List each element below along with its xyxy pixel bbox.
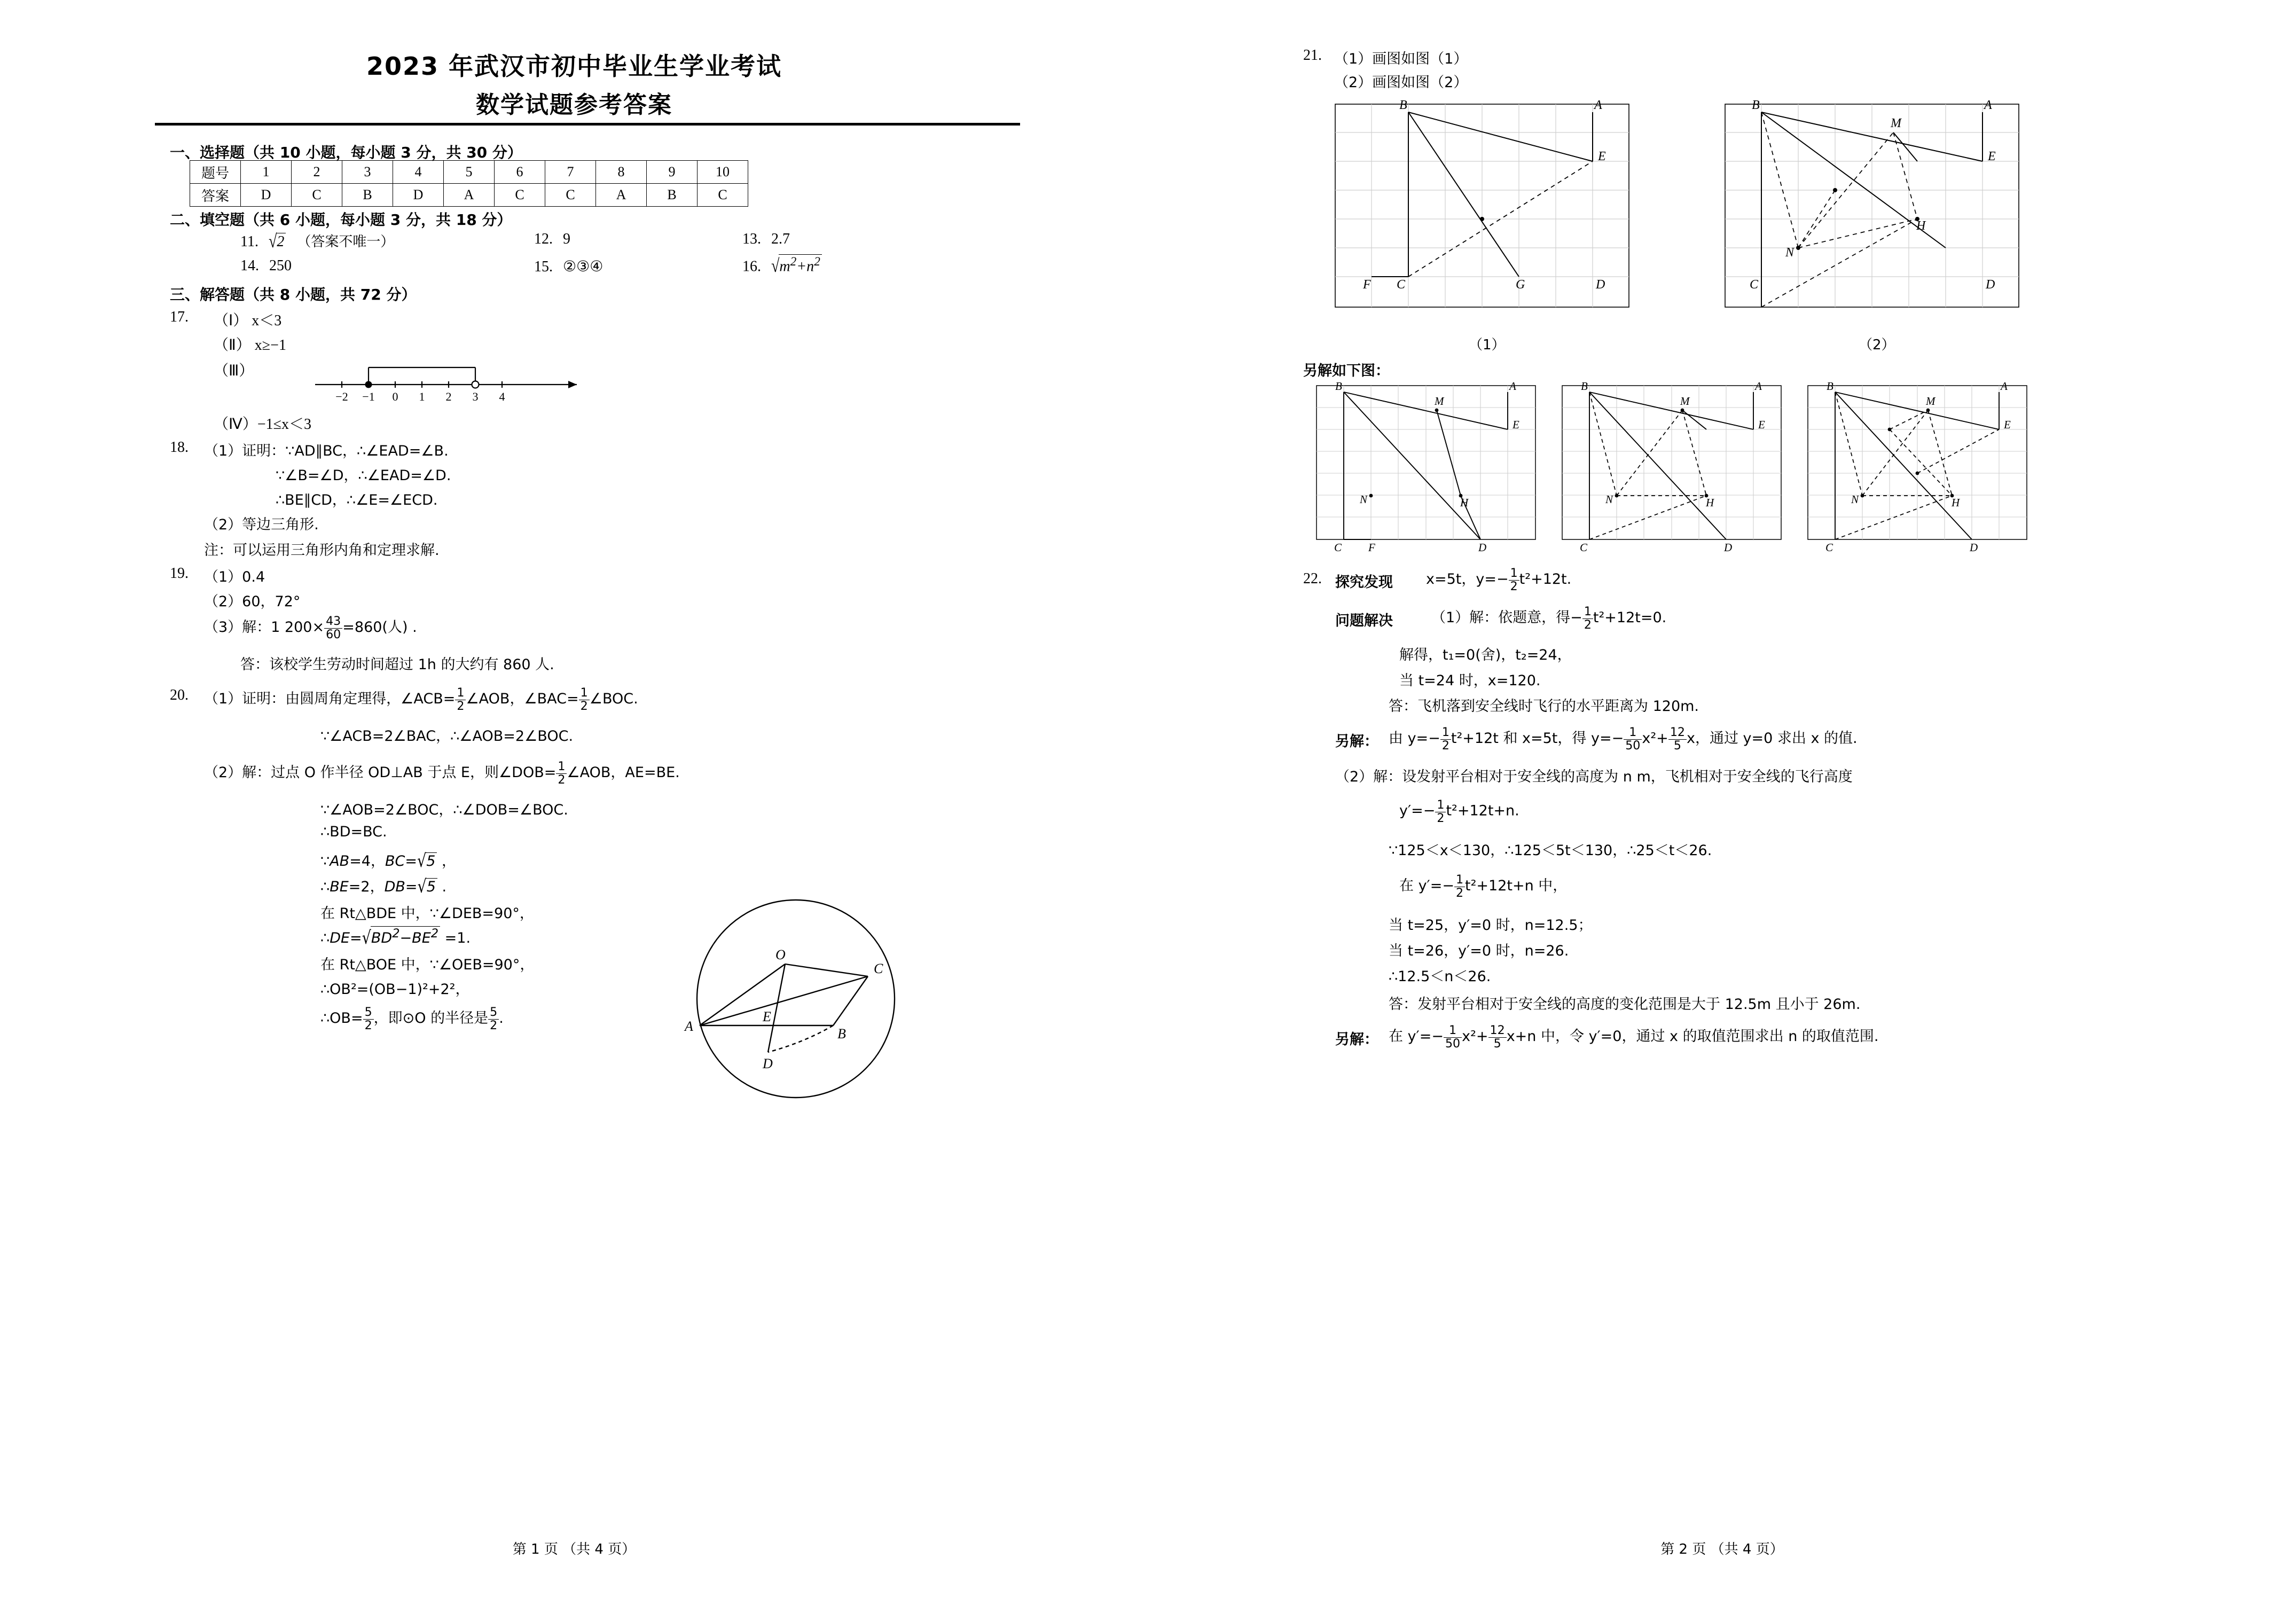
left-page-footer: 第 1 页 （共 4 页） [512, 1541, 636, 1557]
svg-text:C: C [1825, 541, 1833, 554]
q20-l3a: （2）解：过点 O 作半径 OD⊥AB 于点 E，则∠DOB= [204, 764, 557, 781]
q19-line-4: 答：该校学生劳动时间超过 1h 的大约有 860 人. [240, 656, 554, 673]
svg-text:A: A [1509, 380, 1516, 393]
q22-alt1b: t²+12t 和 x=5t，得 y=− [1451, 730, 1624, 747]
q19-line3-pre: （3）解：1 200× [204, 619, 325, 636]
q19-line-2: （2）60，72° [204, 593, 301, 610]
q22-line-4: 答：飞机落到安全线时飞行的水平距离为 120m. [1389, 698, 1699, 715]
section-choice-heading: 一、选择题（共 10 小题，每小题 3 分，共 30 分） [170, 144, 522, 161]
fill-11-value: √2 [269, 233, 286, 250]
q22-part2-line-7: ∴12.5＜n＜26. [1389, 968, 1491, 985]
row-label-answer: 答案 [190, 184, 241, 207]
q20-line-2: ∵∠ACB=2∠BAC，∴∠AOB=2∠BOC. [320, 728, 574, 745]
svg-text:0: 0 [392, 390, 398, 403]
section-solve-heading: 三、解答题（共 8 小题，共 72 分） [170, 286, 417, 303]
page-subtitle: 数学试题参考答案 [476, 91, 672, 119]
q17-part-ii: （Ⅱ） x≥−1 [214, 337, 286, 354]
q20-line-12: ∴OB= $\frac{5}{2}$ ，即⊙O 的半径是 $\frac{5}{2}$ . [320, 1005, 504, 1033]
q22-part2-line-6: 当 t=26，y′=0 时，n=26. [1389, 943, 1569, 959]
q22-line-3: 当 t=24 时，x=120. [1399, 672, 1541, 689]
table-row [190, 184, 748, 207]
q22-alt2c: x+n 中，令 y′=0，通过 x 的取值范围求出 n 的取值范围. [1506, 1028, 1879, 1045]
q22-l1a: （1）解：依题意，得− [1431, 609, 1582, 626]
q20-line-9: $\therefore DE=√BD^2-BE^2 =1$. [320, 927, 471, 949]
q21-figure-1 [1325, 96, 1640, 326]
svg-text:−2: −2 [335, 390, 348, 403]
svg-text:A: A [685, 1019, 693, 1034]
svg-text:C: C [1580, 541, 1588, 554]
svg-text:E: E [1988, 150, 1996, 163]
fill-14-value: 250 [269, 257, 292, 274]
cell-q9: 9 [647, 161, 698, 184]
fill-12-value: 9 [563, 231, 570, 247]
cell-q4: 4 [393, 161, 444, 184]
cell-a8: A [596, 184, 647, 207]
cell-q10: 10 [698, 161, 748, 184]
svg-text:F: F [1368, 541, 1375, 554]
q18-note: 注：可以运用三角形内角和定理求解. [204, 542, 440, 559]
q22-heading-expr: x=5t，y=− $\frac{1}{2}$ t²+12t. [1426, 566, 1572, 594]
svg-text:D: D [763, 1056, 773, 1071]
svg-text:4: 4 [499, 390, 505, 403]
cell-a1: D [241, 184, 292, 207]
fill-13-no: 13. [742, 231, 761, 247]
q18-line-2: ∵∠B=∠D，∴∠EAD=∠D. [276, 467, 451, 484]
q22-alt2-label: 另解： [1335, 1031, 1378, 1048]
svg-text:H: H [1460, 496, 1469, 509]
svg-text:C: C [1397, 278, 1406, 292]
q20-l12c: . [499, 1010, 504, 1027]
q19-line-1: （1）0.4 [204, 569, 265, 585]
q20-line-1: （1）证明：由圆周角定理得，∠ACB= $\frac{1}{2}$ ∠AOB，∠BAC= $\frac{1}{2}$ ∠BOC. [204, 686, 638, 714]
svg-text:B: B [1827, 380, 1833, 393]
fill-11-no: 11. [240, 233, 258, 250]
q21-alt-figure-1 [1308, 379, 1543, 555]
fill-16-no: 16. [742, 258, 761, 275]
cell-q8: 8 [596, 161, 647, 184]
q18-line-1: （1）证明：∵AD∥BC，∴∠EAD=∠B. [204, 443, 449, 459]
q17-part-iii: （Ⅲ） [214, 363, 254, 379]
svg-text:M: M [1435, 395, 1444, 408]
cell-a6: C [495, 184, 545, 207]
table-row [190, 161, 748, 184]
q20-l12a: ∴OB= [320, 1010, 363, 1027]
q17-part-iv: （Ⅳ）−1≤x＜3 [214, 416, 311, 433]
svg-text:B: B [837, 1026, 846, 1041]
cell-a2: C [292, 184, 342, 207]
q22-part2-line-5: 当 t=25，y′=0 时，n=12.5； [1389, 917, 1593, 934]
q22-p2d2: t²+12t+n 中， [1465, 878, 1568, 894]
svg-text:M: M [1891, 116, 1901, 130]
fill-13 [742, 231, 790, 248]
svg-text:E: E [2004, 418, 2011, 431]
fill-14-no: 14. [240, 257, 259, 274]
fill-12 [534, 231, 570, 248]
fill-11 [240, 231, 394, 250]
svg-text:C: C [1334, 541, 1342, 554]
row-label-number: 题号 [190, 161, 241, 184]
fill-16-value: $√m^2+n^2$ [771, 258, 822, 275]
q18-number: 18. [170, 439, 189, 456]
q21-alt-figure-3 [1800, 379, 2035, 555]
svg-text:B: B [1399, 98, 1407, 112]
svg-text:A: A [1755, 380, 1762, 393]
q21-fig1-caption: （1） [1469, 337, 1506, 353]
q17-number: 17. [170, 309, 189, 325]
q19-line3-post: =860(人) . [342, 619, 417, 636]
q22-expr-a: x=5t，y=− [1426, 571, 1509, 588]
svg-text:E: E [763, 1009, 771, 1024]
q19-frac-num: 43 [326, 614, 341, 629]
q20-line-4: ∵∠AOB=2∠BOC，∴∠DOB=∠BOC. [320, 802, 568, 818]
svg-text:H: H [1706, 496, 1714, 509]
q20-line-3: （2）解：过点 O 作半径 OD⊥AB 于点 E，则∠DOB= $\frac{1}{2}$ ∠AOB，AE=BE. [204, 759, 680, 787]
q20-circle-figure [625, 855, 967, 1154]
q22-heading: 探究发现 [1335, 574, 1393, 591]
right-page-column [1148, 0, 2296, 1621]
svg-text:B: B [1752, 98, 1760, 112]
section-fill-heading: 二、填空题（共 6 小题，每小题 3 分，共 18 分） [170, 211, 512, 229]
svg-text:N: N [1851, 493, 1859, 506]
svg-text:N: N [1785, 246, 1795, 260]
svg-text:M: M [1680, 395, 1690, 408]
q22-line-2: 解得，t₁=0(舍)，t₂=24， [1399, 647, 1572, 663]
right-page-footer: 第 2 页 （共 4 页） [1660, 1541, 1784, 1557]
svg-text:D: D [1970, 541, 1978, 554]
svg-text:N: N [1360, 493, 1368, 506]
svg-text:H: H [1952, 496, 1960, 509]
q20-line-5: ∴BD=BC. [320, 824, 387, 840]
q22-part2-line-2: y′=− $\frac{1}{2}$ t²+12t+n. [1399, 798, 1519, 825]
q22-part2-line-1: （2）解：设发射平台相对于安全线的高度为 n m，飞机相对于安全线的飞行高度 [1335, 769, 1853, 785]
page-title: 2023 年武汉市初中毕业生学业考试 [366, 52, 782, 81]
cell-q5: 5 [444, 161, 495, 184]
q21-fig2-caption: （2） [1859, 337, 1895, 353]
q18-line-4: （2）等边三角形. [204, 516, 319, 533]
q20-number: 20. [170, 687, 189, 703]
cell-q2: 2 [292, 161, 342, 184]
cell-a3: B [342, 184, 393, 207]
svg-text:N: N [1605, 493, 1613, 506]
q22-part2-line-3: ∵125＜x＜130，∴125＜5t＜130，∴25＜t＜26. [1389, 842, 1712, 859]
svg-text:O: O [775, 947, 786, 962]
number-line-figure [310, 347, 587, 411]
svg-text:D: D [1596, 278, 1605, 292]
q20-line-10: 在 Rt△BOE 中，∵∠OEB=90°， [320, 957, 535, 973]
q20-line-6: ∵AB=4，BC=√5 ， [320, 851, 457, 872]
q21-alt-figure-2 [1554, 379, 1789, 555]
fill-13-value: 2.7 [771, 231, 790, 247]
q22-p2b1: y′=− [1399, 802, 1436, 819]
q19-line-3 [204, 615, 417, 641]
cell-q6: 6 [495, 161, 545, 184]
svg-text:D: D [1724, 541, 1733, 554]
svg-text:1: 1 [419, 390, 425, 403]
q22-part2-line-8: 答：发射平台相对于安全线的高度的变化范围是大于 12.5m 且小于 26m. [1389, 996, 1861, 1013]
svg-text:D: D [1986, 278, 1995, 292]
q22-solve-heading: 问题解决 [1335, 613, 1393, 629]
q21-line-1: （1）画图如图（1） [1334, 51, 1468, 67]
q22-alt2b: x²+ [1462, 1028, 1488, 1045]
svg-text:B: B [1581, 380, 1588, 393]
cell-q7: 7 [545, 161, 596, 184]
fill-16 [742, 254, 822, 275]
svg-text:E: E [1513, 418, 1519, 431]
svg-text:−1: −1 [362, 390, 375, 403]
answer-table [190, 160, 748, 207]
svg-text:B: B [1335, 380, 1342, 393]
svg-text:A: A [2001, 380, 2008, 393]
svg-text:M: M [1926, 395, 1935, 408]
q22-alt1-line: 由 y=− $\frac{1}{2}$ t²+12t 和 x=5t，得 y=− $\frac{1}{50}$ x²+ $\frac{12}{5}$ x，通过 y=0 求出 x 的值. [1389, 725, 1858, 753]
q22-alt2a: 在 y′=− [1389, 1028, 1444, 1045]
q20-line-11: ∴OB²=(OB−1)²+2²， [320, 981, 470, 998]
fill-15-value: ②③④ [563, 257, 604, 275]
fill-15-no: 15. [534, 259, 553, 275]
q22-alt1a: 由 y=− [1389, 730, 1440, 747]
q21-number: 21. [1303, 47, 1322, 64]
fill-14 [240, 257, 292, 275]
svg-text:A: A [1984, 98, 1992, 112]
q20-l1b: ∠AOB，∠BAC= [466, 691, 579, 707]
svg-text:C: C [874, 961, 883, 976]
q22-expr-b: t²+12t. [1519, 571, 1572, 588]
q20-l12b: ，即⊙O 的半径是 [373, 1010, 489, 1027]
q22-number: 22. [1303, 570, 1322, 587]
q20-line-8: 在 Rt△BDE 中，∵∠DEB=90°， [320, 905, 534, 922]
svg-text:H: H [1916, 219, 1926, 233]
cell-a4: D [393, 184, 444, 207]
q21-alt-label: 另解如下图： [1303, 363, 1390, 379]
q20-l1a: （1）证明：由圆周角定理得，∠ACB= [204, 691, 456, 707]
q20-line-7: ∴BE=2，DB=√5 . [320, 876, 447, 897]
cell-a9: B [647, 184, 698, 207]
cell-q3: 3 [342, 161, 393, 184]
q20-l1c: ∠BOC. [589, 691, 638, 707]
svg-text:F: F [1363, 278, 1371, 292]
q19-frac-den: 60 [324, 628, 342, 641]
svg-text:G: G [1516, 278, 1525, 292]
cell-q1: 1 [241, 161, 292, 184]
q22-alt1-label: 另解： [1335, 733, 1378, 750]
svg-text:C: C [1750, 278, 1759, 292]
q17-part-i: （Ⅰ） x＜3 [214, 312, 282, 329]
q22-p2d1: 在 y′=− [1399, 878, 1454, 894]
svg-text:2: 2 [445, 390, 452, 403]
fill-15 [534, 257, 603, 276]
q22-p2b2: t²+12t+n. [1446, 802, 1519, 819]
q22-alt2-line: 在 y′=− $\frac{1}{50}$ x²+ $\frac{12}{5}$ x+n 中，令 y′=0，通过 x 的取值范围求出 n 的取值范围. [1389, 1023, 1879, 1051]
q22-alt1d: x，通过 y=0 求出 x 的值. [1686, 730, 1858, 747]
fill-12-no: 12. [534, 231, 553, 247]
q22-line-1: （1）解：依题意，得− $\frac{1}{2}$ t²+12t=0. [1431, 605, 1667, 632]
svg-text:E: E [1598, 150, 1606, 163]
cell-a10: C [698, 184, 748, 207]
svg-text:3: 3 [472, 390, 479, 403]
q18-line-3: ∴BE∥CD，∴∠E=∠ECD. [276, 492, 438, 508]
q22-part2-line-4: 在 y′=− $\frac{1}{2}$ t²+12t+n 中， [1399, 873, 1568, 900]
svg-text:D: D [1478, 541, 1487, 554]
q21-figure-2 [1714, 96, 2029, 326]
fill-11-note: （答案不唯一） [297, 234, 395, 250]
q21-line-2: （2）画图如图（2） [1334, 74, 1468, 91]
q20-l3b: ∠AOB，AE=BE. [567, 764, 680, 781]
q22-alt1c: x²+ [1642, 730, 1668, 747]
cell-a5: A [444, 184, 495, 207]
title-divider [155, 123, 1020, 126]
svg-text:E: E [1758, 418, 1765, 431]
svg-text:A: A [1594, 98, 1602, 112]
q19-number: 19. [170, 565, 189, 582]
cell-a7: C [545, 184, 596, 207]
q22-l1b: t²+12t=0. [1593, 609, 1667, 626]
